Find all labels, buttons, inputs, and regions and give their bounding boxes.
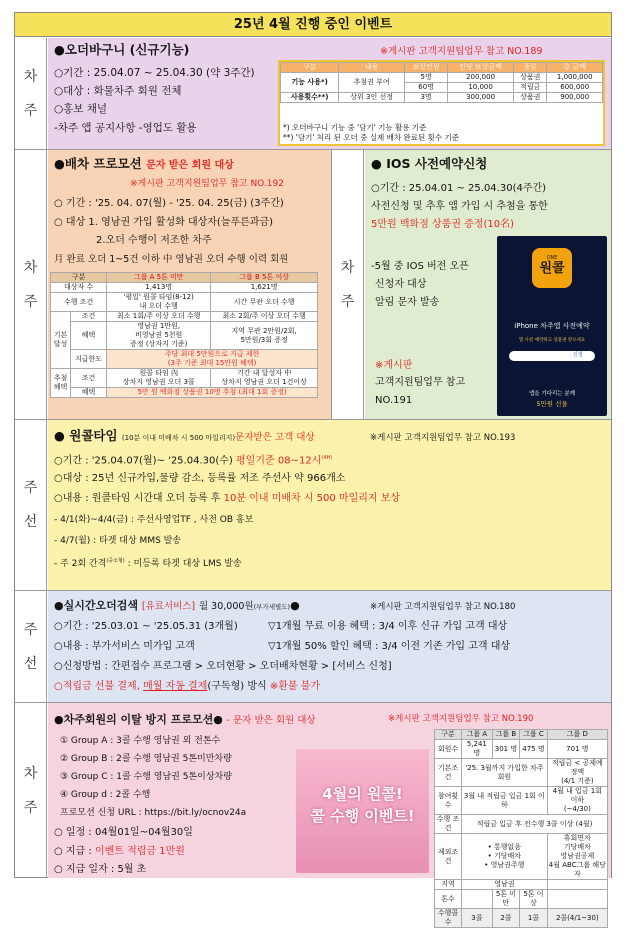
cherry-blossom-poster — [296, 749, 429, 873]
apply-url[interactable]: 프로모션 신청 URL : https://bit.ly/ocnov24a — [60, 808, 247, 818]
target: ○대상 : 25년 신규가입,물량 감소, 등록률 저조 주선사 약 966개소 — [54, 473, 346, 484]
reward-box — [278, 60, 605, 146]
payment: ○적립금 선불 결제, — [54, 681, 144, 692]
target-1: ○ 대상 1. 영남권 가입 활성화 대상자(늘푸른과금) — [54, 217, 274, 228]
poster-input: 신청 — [509, 351, 595, 361]
period: ○기간 : 25.04.07 ~ 25.04.30 (약 3주간) — [54, 67, 255, 79]
payment-type: (구독형) 방식 — [207, 681, 267, 692]
schedule-2: - 4/7(월) : 타겟 대상 MMS 발송 — [54, 536, 182, 546]
description: 사전신청 및 추후 앱 가입 시 추첨을 통한 — [371, 201, 548, 212]
target-note: 문자 받은 회원 대상 — [146, 160, 234, 171]
content: ○내용 : 부가서비스 미가입 고객 — [54, 641, 195, 652]
apply-method: ○신청방법 : 간편접수 프로그램 > 오더현황 > 오더배차현황 > [서비스 신청] — [54, 661, 392, 672]
poster-title: iPhone 차주앱 사전예약 — [514, 322, 590, 330]
schedule-3: - 주 2회 간격 — [54, 559, 107, 569]
board-reference: ※게시판 고객지원팀업무 참고 NO.180 — [370, 602, 516, 612]
schedule: ○ 일정 : 04월01일~04월30일 — [54, 827, 193, 838]
dispatch-promotion — [48, 150, 332, 419]
channel-list: -차주 앱 공지사항 -영업도 활용 — [54, 122, 197, 134]
benefit-2: ▽1개월 50% 할인 혜택 : 3/4 이전 기존 가입 고객 대상 — [268, 641, 511, 652]
section-heading: ● IOS 사전예약신청 — [371, 156, 488, 171]
schedule-1: - 4/1(화)~4/4(금) : 주선사영업TF , 사전 OB 홍보 — [54, 515, 254, 525]
period: ○기간 : 25.04.01 ~ 25.04.30(4주간) — [371, 183, 547, 194]
section-dispatch-and-ios: 차 주 ●배차 프로모션 문자 받은 회원 대상 ※게시판 고객지원팀업무 참고 NO.192 ○ 기간 : '25. 04. 07(월) - '25. 04. 25(금) (3주간) ○ 대상 1. 영남권 가입 활성화 대상자(늘푸른과금) 2.오더 수행이 저조한 차주 月 완료 오더 1~5건 이하 中 영남권 오더 수행 이력 회원 구분 그룹 A 5톤 미만 그룹 B 5톤 이상 대상자 수 1,413명 1,621명 수행 조건 '평일' 원콜 타임(8-12) 내 오더 수행 시간 무관 오더 수행 기본 달성 조건 최소 1회/주 이상 오더 수행 최소 2회/주 이상 오더 수행 혜택 영남권 1만원, 비영남권 5천원 증정 (상자지 기준) 지역 무관 2만원/2회, 5만원/3회 증정 지급한도 주당 최대 5만원으로 지급 제한 (3주 기준 최대 15만원 혜택) 추첨 혜택 조건 원콜 타임 內 상차지 영남권 오더 3콜 기간 내 달성자 中 상차지 영남권 오더 1건이상 혜택 5만 원 백화점 상품권 10명 추첨 (최대 1회 증정) 차 주 ● IOS 사전예약신청 ○기간 : 25.04.01 ~ 25.04.30(4주간) 사전신청 및 추후 앱 가입 시 추첨을 통한 5만원 백화점 상품권 증정(10名) -5월 중 IOS 버전 오픈 신청자 대상 알림 문자 발송 ※게시판 고객지원팀업무 참고 NO.191 ONE 원콜 iPhone 차주앱 사전예약 앱 사전 예약하고 상품권 받으세요 신청 앱을 기다리는 분께 5만원 선물 — [15, 150, 611, 420]
promo-channel: ○홍보 채널 — [54, 103, 108, 115]
price: 월 30,000원 — [198, 601, 254, 612]
schedule-3-note: (중소형) — [106, 558, 125, 564]
group-d: ④ Group d : 2콜 수행 — [60, 790, 151, 800]
group-c: ③ Group C : 1콜 수행 영남권 5톤이상차량 — [60, 772, 232, 782]
section-realtime-search: 주 선 ●실시간오더검색 [유료서비스] 월 30,000원(부가세별도)● ※게시판 고객지원팀업무 참고 NO.180 ○기간 : '25.03.01 ~ '25.05.31 (3개월) ▽1개월 무료 이용 혜택 : 3/4 이후 신규 가입 고객 대상 ○내용 : 부가서비스 미가입 고객 ▽1개월 50% 할인 혜택 : 3/4 이전 기존 가입 고객 대상 ○신청방법 : 간편접수 프로그램 > 오더현황 > 오더배차현황 > [서비스 신청] ○적립금 선불 결제, 매월 자동 결제(구독형) 방식 ※환불 불가 — [15, 591, 611, 703]
payment-amount: 이벤트 적립금 1만원 — [94, 846, 185, 857]
poster-sub: 앱 사전 예약하고 상품권 받으세요 — [518, 338, 586, 343]
footnote-2: **) '담기' 처리 된 오더 중 실제 배차 완료된 횟수 기준 — [283, 133, 460, 142]
target-2: 2.오더 수행이 저조한 차주 — [96, 235, 212, 246]
app-logo-icon: ONE 원콜 — [532, 248, 572, 288]
period: ○기간 : '25.04.07(월)~ '25.04.30(수) — [54, 455, 233, 467]
auto-pay: 매월 자동 결제 — [143, 681, 208, 692]
reward-table: 구분 내용 보상인원 인당 보상금액 종류 총 금액 기능 사용*) 추첨권 부여 5명 200,000 상품권 1,000,000 60명 10,000 적립금 600,000 사용횟수**) 상위 3인 선정 3명 300,000 상품권 900,000 — [280, 62, 603, 103]
section-heading: ● 원콜타임 — [54, 428, 118, 443]
ios-preregistration — [365, 150, 611, 419]
category-label: 차 주 — [15, 38, 47, 149]
board-reference: ※게시판 고객지원팀업무 참고 NO.193 — [370, 433, 516, 443]
schedule-3-detail: : 미등록 타겟 대상 LMS 발송 — [124, 559, 242, 569]
target-note: - 문자 받은 회원 대상 — [226, 715, 316, 726]
paid-service-tag: [유료서비스] — [141, 601, 196, 612]
section-retention-promo: 차 주 ●차주회원의 이탈 방지 프로모션● - 문자 받은 회원 대상 ※게시판 고객지원팀업무 참고 NO.190 ① Group A : 3콜 수행 영남권 외 전톤수 ② Group B : 2콜 수행 영남권 5톤미만차량 ③ Group C : 1콜 수행 영남권 5톤이상차량 ④ Group d : 2콜 수행 프로모션 신청 URL : https://bit.ly/ocnov24a ○ 일정 : 04월01일~04월30일 ○ 지급 : 이벤트 적립금 1만원 ○ 지급 일자 : 5월 초 4월의 원콜! 콜 수행 이벤트! 구분 그룹 A 그룹 B 그룹 C 그룹 D 회원수 5,241 명 301 명 475 명 701 명 기본조건 '25. 3월까지 가입한 차주회원 적립금 < 공제예정액 (4/1 기준) 참여횟수 3월 내 적립금 입금 1회 이하 4월 내 입금 1회 이하 (~4/30) 수행 조건 적립금 입금 후 전수행 3콜 이상 (4월) 제외조건 • 통행없음 • 기당배차 • 영남권주행 휴회면차 기당배차 영남권공제 4월 ABC그룹 해당자 지역 영남권 톤수 5톤 미만 5톤 이상 수행콜수 3콜 2콜 1콜 2콜(4/1~30) — [15, 703, 611, 878]
board-reference: ※게시판 고객지원팀업무 참고 NO.189 — [380, 46, 543, 57]
payment: ○ 지급 : — [54, 846, 95, 857]
group-a: ① Group A : 3콜 수행 영남권 외 전톤수 — [60, 736, 221, 746]
section-heading: ●실시간오더검색 — [54, 599, 138, 612]
board-reference: ※게시판 고객지원팀업무 참고 NO.190 — [388, 714, 534, 724]
page-title: 25년 4월 진행 중인 이벤트 — [15, 13, 611, 37]
board-reference: ※게시판 — [375, 360, 413, 371]
reward: 5만원 백화점 상품권 증정(10名) — [371, 219, 515, 230]
footnote-1: *) 오더바구니 기능 중 '담기' 기능 활용 기준 — [283, 123, 427, 132]
board-reference: ※게시판 고객지원팀업무 참고 NO.192 — [130, 179, 284, 189]
content: ○내용 : 원콜타임 시간대 오더 등록 후 — [54, 493, 221, 504]
section-heading: ●배차 프로모션 — [54, 156, 142, 171]
benefit-1: ▽1개월 무료 이용 혜택 : 3/4 이후 신규 가입 고객 대상 — [268, 621, 508, 632]
board-reference-3: NO.191 — [375, 395, 413, 406]
group-b: ② Group B : 2콜 수행 영남권 5톤미만차량 — [60, 754, 232, 764]
content-reward: 10분 이내 미배차 시 500 마일리지 보상 — [223, 493, 401, 504]
period: ○ 기간 : '25. 04. 07(월) - '25. 04. 25(금) (3주간) — [54, 198, 284, 209]
poster-foot-1: 앱을 기다리는 분께 — [528, 391, 575, 397]
event-sheet — [14, 12, 612, 926]
bullet-2: 신청자 대상 — [375, 279, 427, 290]
bullet-1: -5월 중 IOS 버전 오픈 — [371, 261, 469, 272]
section-heading: ●오더바구니 (신규기능) — [54, 42, 190, 57]
dispatch-table: 구분 그룹 A 5톤 미만 그룹 B 5톤 이상 대상자 수 1,413명 1,621명 수행 조건 '평일' 원콜 타임(8-12) 내 오더 수행 시간 무관 오더 수행 기본 달성 조건 최소 1회/주 이상 오더 수행 최소 2회/주 이상 오더 수행 혜택 영남권 1만원, 비영남권 5천원 증정 (상자지 기준) 지역 무관 2만원/2회, 5만원/3회 증정 지급한도 주당 최대 5만원으로 지급 제한 (3주 기준 최대 15만원 혜택) 추첨 혜택 조건 원콜 타임 內 상차지 영남권 오더 3콜 기간 내 달성자 中 상차지 영남권 오더 1건이상 혜택 5만 원 백화점 상품권 10명 추첨 (최대 1회 증정) — [50, 272, 318, 398]
no-refund: ※환불 불가 — [269, 681, 321, 692]
target-note: 문자받은 고객 대상 — [235, 432, 315, 443]
poster-line-2: 콜 수행 이벤트! — [310, 807, 415, 825]
period: ○기간 : '25.03.01 ~ '25.05.31 (3개월) — [54, 621, 238, 632]
poster-line-1: 4월의 원콜! — [322, 785, 403, 803]
target: ○대상 : 화물차주 회원 전체 — [54, 85, 182, 97]
payment-date: ○ 지급 일자 : 5월 초 — [54, 864, 147, 875]
vat-note: (부가세별도) — [253, 603, 291, 611]
criteria: 月 완료 오더 1~5건 이하 中 영남권 오더 수행 이력 회원 — [54, 254, 289, 265]
poster-foot-2: 5만원 선물 — [536, 400, 568, 408]
section-heading: ●차주회원의 이탈 방지 프로모션● — [54, 713, 223, 726]
group-table: 구분 그룹 A 그룹 B 그룹 C 그룹 D 회원수 5,241 명 301 명 475 명 701 명 기본조건 '25. 3월까지 가입한 차주회원 적립금 < 공제예정액 (4/1 기준) 참여횟수 3월 내 적립금 입금 1회 이하 4월 내 입금 1회 이하 (~4/30) 수행 조건 적립금 입금 후 전수행 3콜 이상 (4월) 제외조건 • 통행없음 • 기당배차 • 영남권주행 휴회면차 기당배차 영남권공제 4월 ABC그룹 해당자 지역 영남권 톤수 5톤 미만 5톤 이상 수행콜수 3콜 2콜 1콜 2콜(4/1~30) — [434, 729, 608, 928]
section-one-call-time: 주 선 ● 원콜타임 (10분 이내 미배차 시 500 마일리지)문자받은 고객 대상 ※게시판 고객지원팀업무 참고 NO.193 ○기간 : '25.04.07(월)~ '25.04.30(수) 평일기준 08~12시$^{(4H)}$ ○대상 : 25년 신규가입,물량 감소, 등록률 저조 주선사 약 966개소 ○내용 : 원콜타임 시간대 오더 등록 후 10분 이내 미배차 시 500 마일리지 보상 - 4/1(화)~4/4(금) : 주선사영업TF , 사전 OB 홍보 - 4/7(월) : 타겟 대상 MMS 발송 - 주 2회 간격$^{(중소형)}$ : 미등록 타겟 대상 LMS 발송 — [15, 420, 611, 591]
ios-promo-poster — [497, 236, 607, 416]
heading-note: (10분 이내 미배차 시 500 마일리지) — [121, 434, 236, 442]
bullet-3: 알림 문자 발송 — [375, 297, 440, 308]
section-order-basket — [15, 38, 611, 150]
board-reference-2: 고객지원팀업무 참고 — [375, 377, 466, 388]
period-hours: (4H) — [321, 455, 333, 461]
heading-end: ● — [290, 599, 300, 612]
period-time: 평일기준 08~12시 — [236, 455, 322, 467]
